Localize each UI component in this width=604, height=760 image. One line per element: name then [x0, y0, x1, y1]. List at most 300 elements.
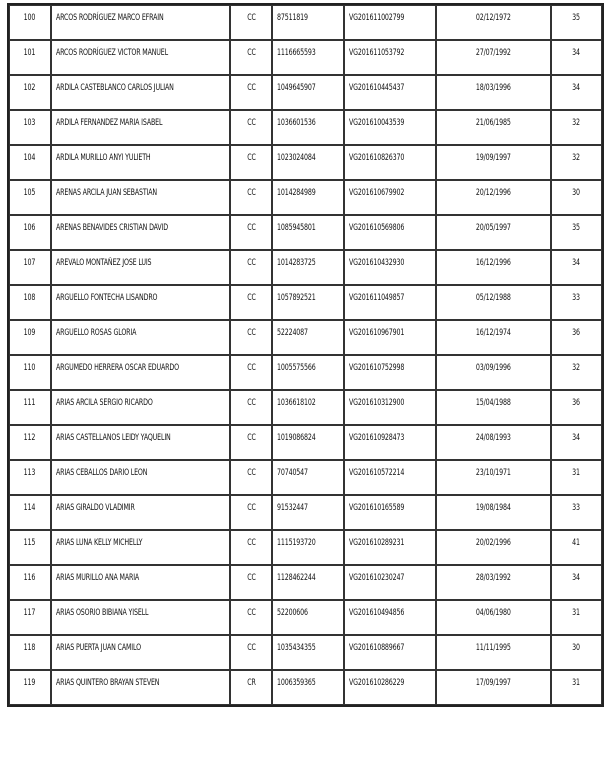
cell-age [551, 425, 602, 460]
cell-birth-date [436, 75, 551, 110]
cell-name [51, 355, 231, 390]
cell-name [51, 425, 231, 460]
cell-code [344, 425, 436, 460]
no-text: 117 [24, 608, 36, 618]
code-text: VG201610165589 [348, 503, 404, 513]
doc-type-text: CC [246, 433, 256, 443]
code-text: VG201610752998 [348, 363, 404, 373]
cell-no [9, 215, 51, 250]
code-text: VG201611049857 [348, 293, 404, 303]
cell-id-number [272, 180, 344, 215]
name-text: ARIAS MURILLO ANA MARIA [55, 573, 139, 583]
table-row [9, 390, 602, 425]
doc-type-text: CC [246, 608, 256, 618]
cell-no [9, 145, 51, 180]
cell-code [344, 110, 436, 145]
name-text: ARIAS PUERTA JUAN CAMILO [55, 643, 141, 653]
cell-doc-type [230, 565, 272, 600]
doc-type-text: CC [246, 258, 256, 268]
code-text: VG201610826370 [348, 153, 404, 163]
age-text: 36 [572, 328, 581, 338]
no-text: 104 [24, 153, 36, 163]
cell-doc-type [230, 180, 272, 215]
cell-name [51, 495, 231, 530]
table-row [9, 320, 602, 355]
cell-id-number [272, 425, 344, 460]
age-text: 34 [572, 258, 581, 268]
cell-no [9, 600, 51, 635]
code-text: VG201610043539 [348, 118, 404, 128]
cell-id-number [272, 75, 344, 110]
cell-code [344, 215, 436, 250]
code-text: VG201610312900 [348, 398, 404, 408]
table-row [9, 215, 602, 250]
cell-birth-date [436, 670, 551, 705]
id-number-text: 70740547 [276, 468, 308, 478]
table-row [9, 425, 602, 460]
doc-type-text: CC [246, 223, 256, 233]
cell-id-number [272, 320, 344, 355]
doc-type-text: CC [246, 83, 256, 93]
name-text: ARIAS CASTELLANOS LEIDY YAQUELIN [55, 433, 171, 443]
cell-id-number [272, 635, 344, 670]
table-row [9, 565, 602, 600]
birth-date-text: 20/05/1997 [475, 223, 511, 233]
doc-type-text: CC [246, 538, 256, 548]
cell-doc-type [230, 320, 272, 355]
cell-id-number [272, 40, 344, 75]
cell-age [551, 145, 602, 180]
birth-date-text: 11/11/1995 [475, 643, 511, 653]
cell-id-number [272, 390, 344, 425]
age-text: 32 [572, 153, 581, 163]
name-text: ARIAS ARCILA SERGIO RICARDO [55, 398, 153, 408]
id-number-text: 1019086824 [276, 433, 316, 443]
birth-date-text: 16/12/1974 [475, 328, 511, 338]
id-number-text: 1116665593 [276, 48, 316, 58]
id-number-text: 91532447 [276, 503, 308, 513]
birth-date-text: 16/12/1996 [475, 258, 511, 268]
cell-no [9, 40, 51, 75]
name-text: ARDILA CASTEBLANCO CARLOS JULIAN [55, 83, 174, 93]
cell-name [51, 5, 231, 40]
records-table [7, 3, 604, 707]
doc-type-text: CC [246, 48, 256, 58]
doc-type-text: CC [246, 643, 256, 653]
code-text: VG201610230247 [348, 573, 404, 583]
id-number-text: 1035434355 [276, 643, 316, 653]
doc-type-text: CC [246, 468, 256, 478]
name-text: ARENAS BENAVIDES CRISTIAN DAVID [55, 223, 168, 233]
cell-no [9, 355, 51, 390]
doc-type-text: CC [246, 153, 256, 163]
cell-age [551, 355, 602, 390]
cell-no [9, 285, 51, 320]
doc-type-text: CC [246, 293, 256, 303]
cell-age [551, 460, 602, 495]
cell-code [344, 530, 436, 565]
cell-doc-type [230, 495, 272, 530]
age-text: 31 [572, 608, 581, 618]
cell-no [9, 670, 51, 705]
no-text: 119 [24, 678, 36, 688]
birth-date-text: 20/02/1996 [475, 538, 511, 548]
doc-type-text: CC [246, 573, 256, 583]
name-text: ARIAS LUNA KELLY MICHELLY [55, 538, 143, 548]
cell-doc-type [230, 285, 272, 320]
age-text: 30 [572, 643, 581, 653]
cell-age [551, 5, 602, 40]
cell-doc-type [230, 250, 272, 285]
cell-birth-date [436, 635, 551, 670]
cell-age [551, 390, 602, 425]
birth-date-text: 02/12/1972 [475, 13, 511, 23]
cell-birth-date [436, 215, 551, 250]
birth-date-text: 27/07/1992 [475, 48, 511, 58]
cell-doc-type [230, 670, 272, 705]
cell-no [9, 635, 51, 670]
cell-age [551, 565, 602, 600]
id-number-text: 1036601536 [276, 118, 316, 128]
id-number-text: 52224087 [276, 328, 308, 338]
cell-no [9, 390, 51, 425]
code-text: VG201610928473 [348, 433, 404, 443]
table-row [9, 285, 602, 320]
no-text: 110 [24, 363, 36, 373]
table-row [9, 5, 602, 40]
cell-id-number [272, 145, 344, 180]
cell-birth-date [436, 320, 551, 355]
cell-id-number [272, 285, 344, 320]
cell-age [551, 635, 602, 670]
cell-name [51, 530, 231, 565]
name-text: ARIAS QUINTERO BRAYAN STEVEN [55, 678, 160, 688]
cell-doc-type [230, 75, 272, 110]
cell-birth-date [436, 600, 551, 635]
doc-type-text: CC [246, 503, 256, 513]
table-row [9, 355, 602, 390]
age-text: 30 [572, 188, 581, 198]
doc-type-text: CC [246, 328, 256, 338]
cell-doc-type [230, 145, 272, 180]
cell-name [51, 75, 231, 110]
cell-doc-type [230, 425, 272, 460]
age-text: 31 [572, 468, 581, 478]
cell-birth-date [436, 390, 551, 425]
table-row [9, 75, 602, 110]
table-row [9, 530, 602, 565]
cell-birth-date [436, 285, 551, 320]
doc-type-text: CC [246, 398, 256, 408]
cell-code [344, 600, 436, 635]
code-text: VG201610494856 [348, 608, 404, 618]
cell-doc-type [230, 635, 272, 670]
no-text: 100 [24, 13, 36, 23]
cell-age [551, 215, 602, 250]
doc-type-text: CC [246, 13, 256, 23]
table-row [9, 180, 602, 215]
name-text: AREVALO MONTAÑEZ JOSE LUIS [55, 258, 152, 268]
name-text: ARCOS RODRÍGUEZ MARCO EFRAIN [55, 13, 164, 23]
cell-birth-date [436, 250, 551, 285]
cell-name [51, 670, 231, 705]
age-text: 36 [572, 398, 581, 408]
birth-date-text: 19/09/1997 [475, 153, 511, 163]
cell-doc-type [230, 5, 272, 40]
cell-id-number [272, 250, 344, 285]
cell-birth-date [436, 5, 551, 40]
no-text: 116 [24, 573, 36, 583]
age-text: 34 [572, 433, 581, 443]
cell-code [344, 460, 436, 495]
code-text: VG201610289231 [348, 538, 404, 548]
name-text: ARIAS GIRALDO VLADIMIR [55, 503, 135, 513]
age-text: 41 [572, 538, 581, 548]
cell-code [344, 180, 436, 215]
birth-date-text: 03/09/1996 [475, 363, 511, 373]
cell-name [51, 285, 231, 320]
cell-age [551, 75, 602, 110]
id-number-text: 1049645907 [276, 83, 316, 93]
name-text: ARDILA FERNANDEZ MARIA ISABEL [55, 118, 163, 128]
no-text: 102 [24, 83, 36, 93]
cell-name [51, 320, 231, 355]
no-text: 113 [24, 468, 36, 478]
id-number-text: 87511819 [276, 13, 308, 23]
table-row [9, 110, 602, 145]
doc-type-text: CC [246, 188, 256, 198]
id-number-text: 1085945801 [276, 223, 316, 233]
cell-birth-date [436, 355, 551, 390]
cell-name [51, 180, 231, 215]
no-text: 111 [24, 398, 36, 408]
cell-code [344, 390, 436, 425]
birth-date-text: 20/12/1996 [475, 188, 511, 198]
cell-age [551, 285, 602, 320]
id-number-text: 1128462244 [276, 573, 316, 583]
cell-birth-date [436, 565, 551, 600]
no-text: 107 [24, 258, 36, 268]
cell-no [9, 5, 51, 40]
cell-age [551, 250, 602, 285]
cell-doc-type [230, 215, 272, 250]
cell-birth-date [436, 530, 551, 565]
cell-code [344, 495, 436, 530]
cell-age [551, 40, 602, 75]
cell-age [551, 110, 602, 145]
cell-id-number [272, 110, 344, 145]
code-text: VG201611002799 [348, 13, 404, 23]
table-row [9, 670, 602, 705]
age-text: 32 [572, 363, 581, 373]
id-number-text: 1006359365 [276, 678, 316, 688]
id-number-text: 1023024084 [276, 153, 316, 163]
id-number-text: 1005575566 [276, 363, 316, 373]
cell-code [344, 75, 436, 110]
doc-type-text: CC [246, 118, 256, 128]
cell-id-number [272, 495, 344, 530]
id-number-text: 1014283725 [276, 258, 316, 268]
code-text: VG201610889667 [348, 643, 404, 653]
cell-no [9, 250, 51, 285]
cell-code [344, 40, 436, 75]
id-number-text: 1057892521 [276, 293, 316, 303]
cell-name [51, 40, 231, 75]
birth-date-text: 28/03/1992 [475, 573, 511, 583]
id-number-text: 1115193720 [276, 538, 316, 548]
cell-doc-type [230, 530, 272, 565]
cell-age [551, 600, 602, 635]
cell-name [51, 635, 231, 670]
cell-doc-type [230, 40, 272, 75]
code-text: VG201610445437 [348, 83, 404, 93]
cell-birth-date [436, 425, 551, 460]
cell-doc-type [230, 600, 272, 635]
code-text: VG201610679902 [348, 188, 404, 198]
code-text: VG201610432930 [348, 258, 404, 268]
age-text: 34 [572, 48, 581, 58]
name-text: ARIAS OSORIO BIBIANA YISELL [55, 608, 149, 618]
no-text: 114 [24, 503, 36, 513]
no-text: 118 [24, 643, 36, 653]
birth-date-text: 21/06/1985 [475, 118, 511, 128]
cell-id-number [272, 530, 344, 565]
birth-date-text: 18/03/1996 [475, 83, 511, 93]
cell-code [344, 355, 436, 390]
table-row [9, 495, 602, 530]
age-text: 33 [572, 293, 581, 303]
cell-name [51, 390, 231, 425]
cell-code [344, 145, 436, 180]
cell-no [9, 565, 51, 600]
cell-code [344, 285, 436, 320]
cell-no [9, 180, 51, 215]
cell-doc-type [230, 355, 272, 390]
cell-name [51, 250, 231, 285]
cell-code [344, 320, 436, 355]
no-text: 103 [24, 118, 36, 128]
birth-date-text: 19/08/1984 [475, 503, 511, 513]
cell-id-number [272, 565, 344, 600]
birth-date-text: 17/09/1997 [475, 678, 511, 688]
cell-no [9, 110, 51, 145]
cell-birth-date [436, 495, 551, 530]
name-text: ARDILA MURILLO ANYI YULIETH [55, 153, 151, 163]
cell-id-number [272, 670, 344, 705]
table-row [9, 600, 602, 635]
cell-name [51, 110, 231, 145]
cell-birth-date [436, 180, 551, 215]
table-row [9, 40, 602, 75]
name-text: ARGUELLO ROSAS GLORIA [55, 328, 136, 338]
cell-no [9, 75, 51, 110]
no-text: 101 [24, 48, 36, 58]
cell-age [551, 530, 602, 565]
cell-no [9, 460, 51, 495]
cell-name [51, 215, 231, 250]
age-text: 35 [572, 223, 581, 233]
age-text: 32 [572, 118, 581, 128]
code-text: VG201610569806 [348, 223, 404, 233]
cell-birth-date [436, 145, 551, 180]
name-text: ARGUELLO FONTECHA LISANDRO [55, 293, 158, 303]
age-text: 35 [572, 13, 581, 23]
cell-code [344, 565, 436, 600]
cell-birth-date [436, 40, 551, 75]
cell-no [9, 530, 51, 565]
cell-birth-date [436, 460, 551, 495]
cell-doc-type [230, 390, 272, 425]
name-text: ARIAS CEBALLOS DARIO LEON [55, 468, 147, 478]
cell-name [51, 600, 231, 635]
cell-code [344, 635, 436, 670]
name-text: ARENAS ARCILA JUAN SEBASTIAN [55, 188, 157, 198]
cell-id-number [272, 215, 344, 250]
code-text: VG201610286229 [348, 678, 404, 688]
code-text: VG201610572214 [348, 468, 404, 478]
doc-type-text: CC [246, 363, 256, 373]
no-text: 109 [24, 328, 36, 338]
table-body [9, 5, 602, 705]
cell-id-number [272, 355, 344, 390]
cell-code [344, 670, 436, 705]
cell-id-number [272, 5, 344, 40]
birth-date-text: 15/04/1988 [475, 398, 511, 408]
birth-date-text: 04/06/1980 [475, 608, 511, 618]
age-text: 34 [572, 83, 581, 93]
id-number-text: 52200606 [276, 608, 308, 618]
cell-id-number [272, 600, 344, 635]
cell-code [344, 250, 436, 285]
no-text: 105 [24, 188, 36, 198]
no-text: 115 [24, 538, 36, 548]
table-row [9, 460, 602, 495]
doc-type-text: CR [246, 678, 256, 688]
age-text: 31 [572, 678, 581, 688]
cell-age [551, 670, 602, 705]
birth-date-text: 24/08/1993 [475, 433, 511, 443]
name-text: ARGUMEDO HERRERA OSCAR EDUARDO [55, 363, 179, 373]
cell-id-number [272, 460, 344, 495]
no-text: 106 [24, 223, 36, 233]
birth-date-text: 23/10/1971 [475, 468, 511, 478]
id-number-text: 1036618102 [276, 398, 316, 408]
code-text: VG201611053792 [348, 48, 404, 58]
no-text: 112 [24, 433, 36, 443]
cell-no [9, 425, 51, 460]
cell-age [551, 180, 602, 215]
no-text: 108 [24, 293, 36, 303]
cell-code [344, 5, 436, 40]
cell-age [551, 320, 602, 355]
cell-doc-type [230, 460, 272, 495]
code-text: VG201610967901 [348, 328, 404, 338]
age-text: 34 [572, 573, 581, 583]
table-row [9, 635, 602, 670]
cell-birth-date [436, 110, 551, 145]
cell-name [51, 565, 231, 600]
table-row [9, 145, 602, 180]
cell-no [9, 320, 51, 355]
age-text: 33 [572, 503, 581, 513]
cell-doc-type [230, 110, 272, 145]
table-row [9, 250, 602, 285]
cell-name [51, 145, 231, 180]
cell-no [9, 495, 51, 530]
birth-date-text: 05/12/1988 [475, 293, 511, 303]
name-text: ARCOS RODRÍGUEZ VICTOR MANUEL [55, 48, 168, 58]
cell-age [551, 495, 602, 530]
